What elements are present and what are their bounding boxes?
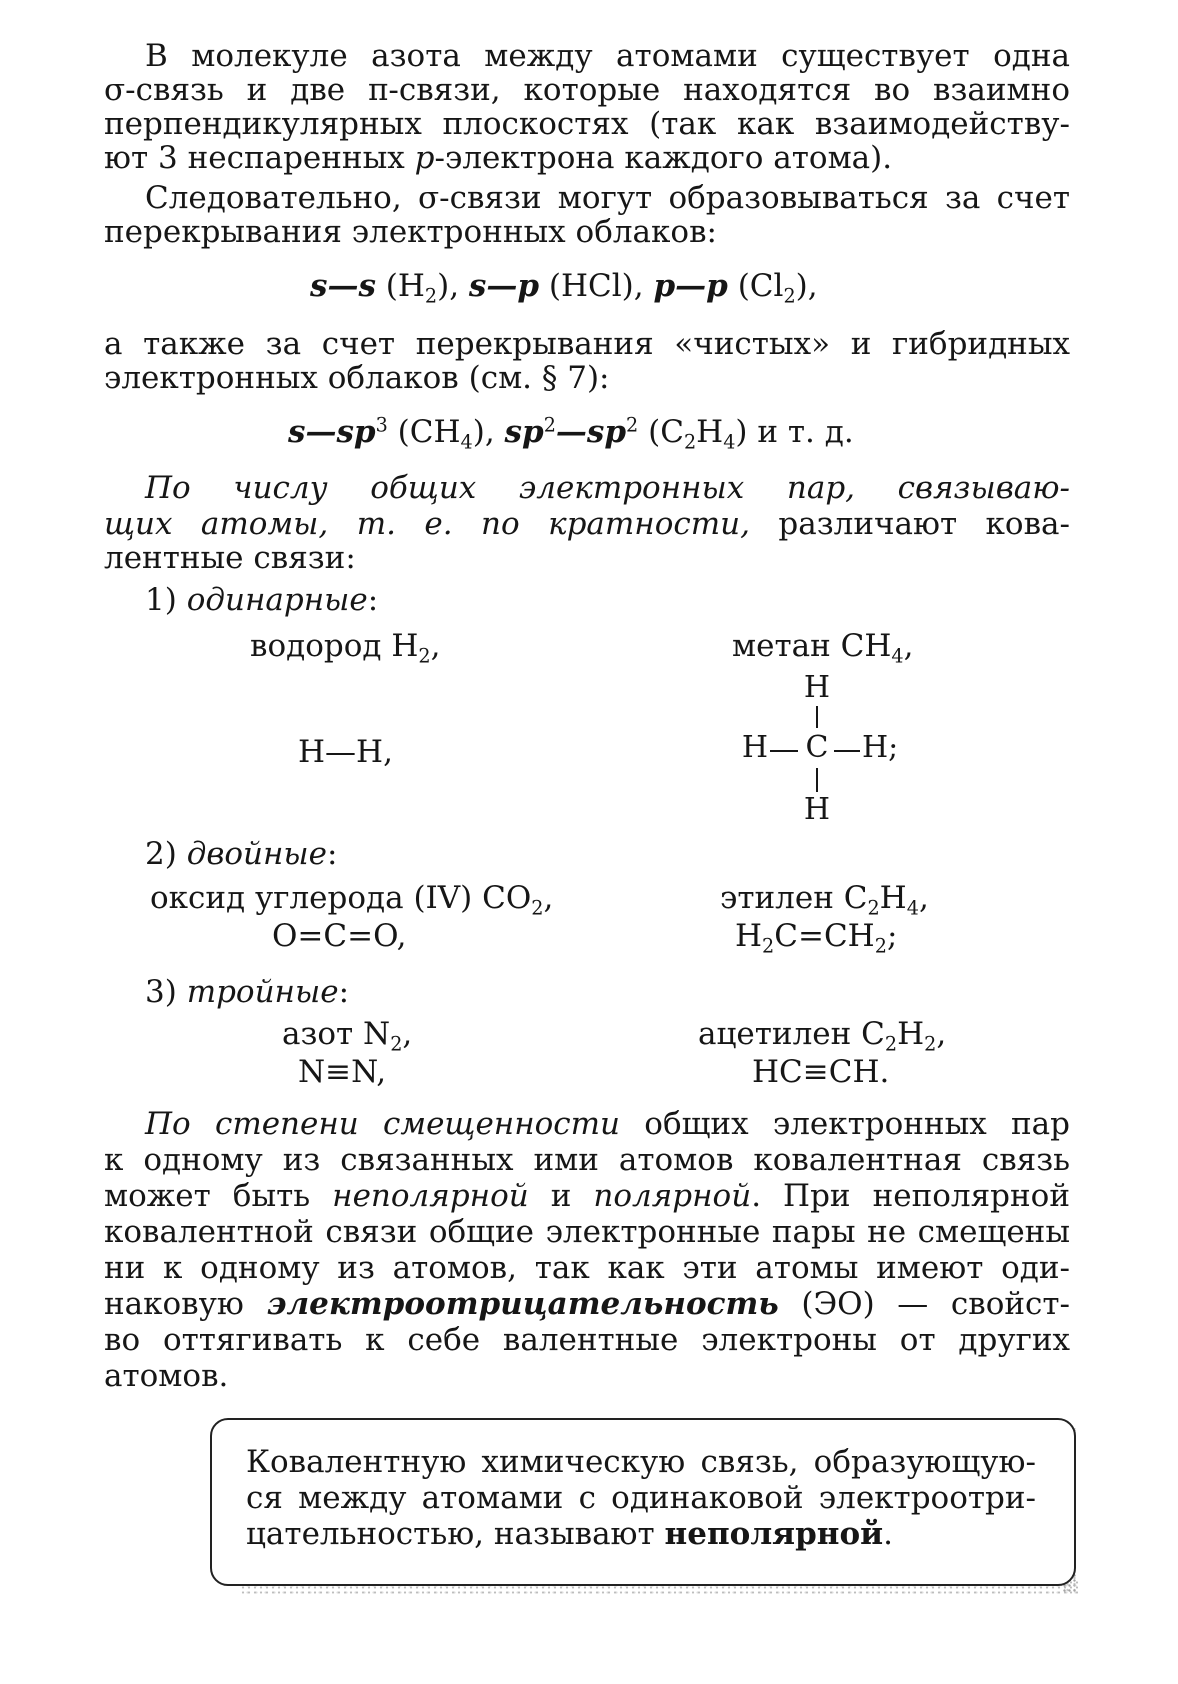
formula-part: s—s <box>310 268 376 304</box>
text-run: этилен C <box>720 880 868 916</box>
paragraph-line: В молекуле азота между атомами существует одна <box>145 38 1070 74</box>
formula-part: —sp <box>555 414 627 450</box>
atom-label: C <box>805 730 829 765</box>
paragraph-line <box>104 140 1070 176</box>
text-run: По степени смещенности <box>145 1106 621 1142</box>
text-run: ют 3 неспаренных <box>104 140 405 176</box>
paragraph-line: По числу общих электронных пар, связываю- <box>145 470 1070 506</box>
formula-part: (HCl), <box>539 268 654 304</box>
text-run: . При неполярной <box>751 1178 1070 1214</box>
atom-label: H; <box>862 730 899 765</box>
formula-part: (CH <box>387 414 461 450</box>
subscript: 2 <box>424 284 438 308</box>
text-run: H <box>897 1016 925 1052</box>
subscript: 2 <box>867 896 880 920</box>
subscript: 2 <box>418 644 431 668</box>
paragraph-line: ни к одному из атомов, так как эти атомы имеют оди- <box>104 1250 1070 1286</box>
paragraph-line: во оттягивать к себе валентные электроны от других <box>104 1322 1070 1358</box>
list-label: одинарные <box>186 582 368 618</box>
list-label: тройные <box>186 974 339 1010</box>
paragraph-line: перпендикулярных плоскостях (так как взаимодейству- <box>104 106 1070 142</box>
text-run: ; <box>886 918 898 954</box>
bond-line <box>816 706 818 728</box>
triple-bond-heading <box>145 974 349 1010</box>
text-run: электроотрицательность <box>266 1286 779 1322</box>
paragraph-line: лентные связи: <box>104 540 356 576</box>
bond-line <box>770 750 798 752</box>
nitrogen-formula: N≡N, <box>298 1054 387 1090</box>
text-run: неполярной <box>332 1178 529 1214</box>
superscript: 2 <box>626 413 639 437</box>
term-nonpolar: неполярной <box>664 1516 884 1552</box>
paragraph-line: электронных облаков (см. § 7): <box>104 360 610 396</box>
formula-part: sp <box>504 414 544 450</box>
formula-part: (Cl <box>727 268 784 304</box>
formula-part: s—p <box>468 268 540 304</box>
formula-part: ), <box>437 268 469 304</box>
text-run: метан CH <box>732 628 892 664</box>
subscript: 2 <box>683 430 697 454</box>
text-run: , <box>903 628 914 664</box>
text-run: : <box>327 836 338 872</box>
list-number: 1) <box>145 582 177 618</box>
subscript: 4 <box>891 644 904 668</box>
co2-name <box>150 880 554 920</box>
text-run: ацетилен C <box>698 1016 885 1052</box>
acetylene-name <box>698 1016 947 1056</box>
overlap-formula-2 <box>288 413 854 454</box>
formula-part: ) и т. д. <box>735 414 854 450</box>
text-run: оксид углерода (IV) CO <box>150 880 532 916</box>
paragraph-line <box>104 1178 1070 1214</box>
text-run: , <box>430 628 441 664</box>
text-run: (ЭО) — свойст- <box>778 1286 1071 1322</box>
list-number: 2) <box>145 836 177 872</box>
text-run: полярной <box>593 1178 752 1214</box>
paragraph-line <box>145 1106 1070 1142</box>
paragraph-line: перекрывания электронных облаков: <box>104 214 717 250</box>
subscript: 2 <box>924 1032 937 1056</box>
text-run: . <box>883 1516 893 1552</box>
co2-formula: O=C=O, <box>272 918 407 954</box>
definition-line: Ковалентную химическую связь, образующую- <box>246 1444 1036 1480</box>
subscript: 2 <box>884 1032 898 1056</box>
paragraph-line: а также за счет перекрывания «чистых» и гибридных <box>104 326 1070 362</box>
text-run: C=CH <box>774 918 875 954</box>
text-run: щих атомы, т. е. по кратности, <box>104 506 750 542</box>
text-run: и <box>528 1178 594 1214</box>
atom-label: H <box>803 670 831 705</box>
paragraph-line: ковалентной связи общие электронные пары не смещены <box>104 1214 1070 1250</box>
paragraph-line: σ-связь и две π-связи, которые находятся во взаимно <box>104 72 1070 108</box>
definition-line <box>246 1516 1036 1552</box>
subscript: 2 <box>390 1032 403 1056</box>
list-number: 3) <box>145 974 177 1010</box>
formula-part: (C <box>638 414 684 450</box>
paragraph-line <box>104 1286 1070 1322</box>
text-run: цательностью, называют <box>246 1516 665 1552</box>
hydrogen-name <box>250 628 441 668</box>
text-run: наковую <box>104 1286 267 1322</box>
text-run: , <box>918 880 929 916</box>
paragraph-line: Следовательно, σ-связи могут образовываться за счет <box>145 180 1070 216</box>
double-bond-heading <box>145 836 337 872</box>
subscript: 2 <box>783 284 796 308</box>
text-run: H <box>735 918 763 954</box>
bond-line <box>834 750 860 752</box>
paragraph-line: атомов. <box>104 1358 229 1394</box>
paragraph-line <box>104 506 1070 542</box>
bond-line <box>816 768 818 792</box>
text-run: : <box>367 582 379 618</box>
formula-part: (H <box>375 268 425 304</box>
hydrogen-formula: H—H, <box>298 734 393 770</box>
formula-part: s—sp <box>288 414 376 450</box>
superscript: 3 <box>375 413 388 437</box>
text-run: , <box>543 880 554 916</box>
paragraph-line: к одному из связанных ими атомов ковалентная связь <box>104 1142 1070 1178</box>
text-run: различают кова- <box>749 506 1070 542</box>
nitrogen-name <box>282 1016 413 1056</box>
subscript: 4 <box>723 430 736 454</box>
text-run: азот N <box>282 1016 391 1052</box>
text-run: , <box>402 1016 413 1052</box>
formula-part: ), <box>795 268 818 304</box>
atom-label: H <box>803 792 831 827</box>
formula-part: p—p <box>653 268 728 304</box>
subscript: 4 <box>460 430 473 454</box>
formula-part: ), <box>472 414 505 450</box>
text-run: , <box>936 1016 947 1052</box>
acetylene-formula: HC≡CH. <box>752 1054 890 1090</box>
ethylene-name <box>720 880 929 920</box>
atom-label: H <box>741 730 769 765</box>
text-run: водород H <box>250 628 419 664</box>
subscript: 2 <box>531 896 544 920</box>
definition-line: ся между атомами с одинаковой электроотри- <box>246 1480 1036 1516</box>
subscript: 4 <box>906 896 919 920</box>
p-electron-letter: p <box>414 140 435 176</box>
overlap-formula-1 <box>310 268 818 308</box>
subscript: 2 <box>762 934 775 958</box>
ethylene-formula <box>735 918 898 958</box>
formula-part: H <box>696 414 724 450</box>
methane-name <box>732 628 914 668</box>
text-run: H <box>879 880 907 916</box>
subscript: 2 <box>874 934 887 958</box>
text-run: -электрона каждого атома). <box>434 140 893 176</box>
text-run: может быть <box>104 1178 333 1214</box>
list-label: двойные <box>186 836 328 872</box>
methane-structure <box>740 672 920 832</box>
text-run: : <box>338 974 350 1010</box>
superscript: 2 <box>543 413 556 437</box>
text-run: общих электронных пар <box>620 1106 1070 1142</box>
single-bond-heading <box>145 582 378 618</box>
